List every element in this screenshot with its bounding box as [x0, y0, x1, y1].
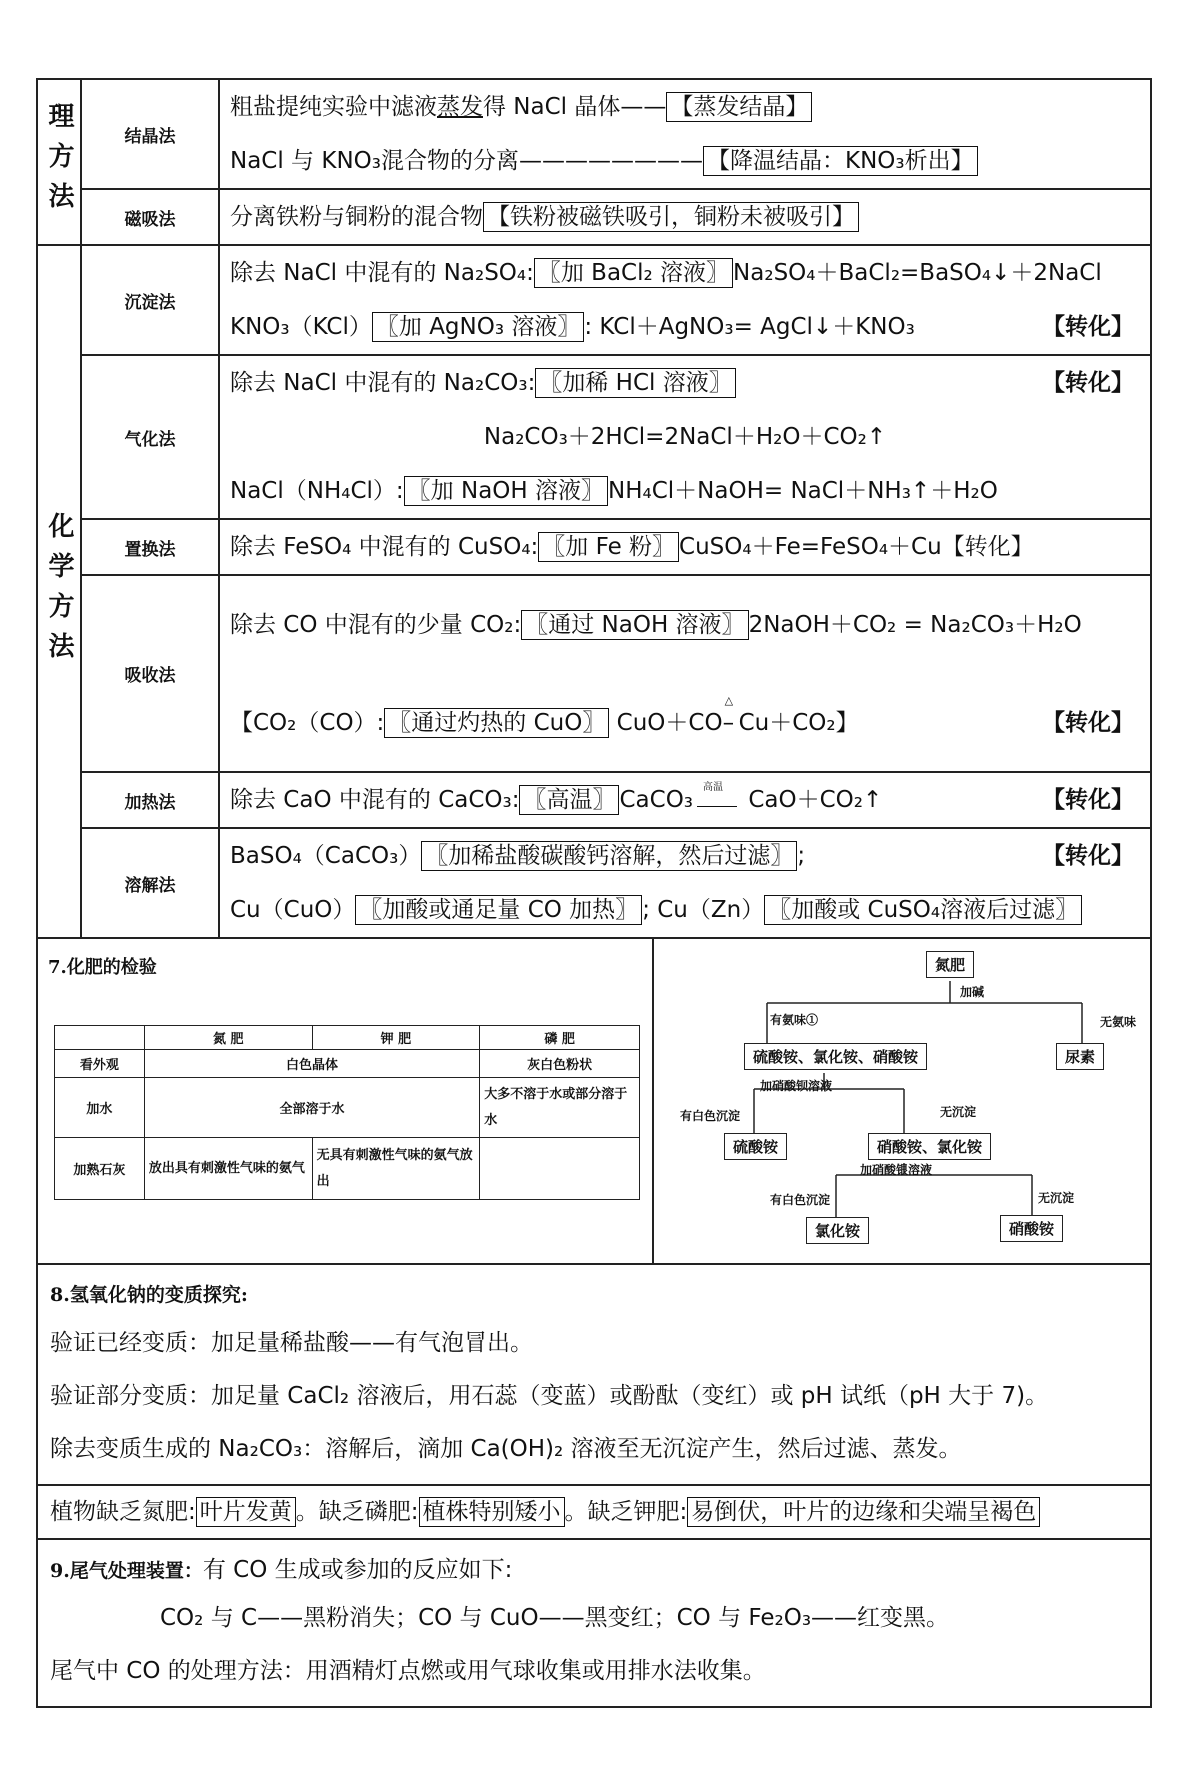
node-group2: 硝酸铵、氯化铵 — [868, 1133, 991, 1160]
answer-box: 〖加 AgNO₃ 溶液〗 — [372, 312, 584, 342]
text: 【CO₂（CO）: — [230, 709, 385, 736]
gasification-line1 — [230, 356, 1140, 410]
heating-line1 — [230, 773, 1140, 827]
label-no-ppt1: 无沉淀 — [940, 1105, 977, 1119]
equation: Na₂CO₃＋2HCl=2NaCl＋H₂O＋CO₂↑ — [483, 424, 887, 450]
dissolution-line2 — [230, 883, 1140, 937]
table-cell: 大多不溶于水或部分溶于水 — [480, 1078, 640, 1138]
physical-method-label: 理方法 — [37, 79, 81, 245]
table-cell: 放出具有刺激性气味的氨气 — [144, 1138, 312, 1200]
equation: 2NaOH＋CO₂ = Na₂CO₃＋H₂O — [748, 611, 1082, 638]
flow-lines — [654, 939, 1152, 1263]
fert-row-lime — [55, 1138, 640, 1200]
section8-line1: 验证已经变质：加足量稀盐酸——有气泡冒出。 — [50, 1330, 533, 1356]
method-absorption: 吸收法 — [81, 575, 219, 772]
section8-line2: 验证部分变质：加足量 CaCl₂ 溶液后，用石蕊（变蓝）或酚酞（变红）或 pH 试纸（pH 大于 7)。 — [50, 1383, 1049, 1409]
conversion-tag: 【转化】 — [1042, 370, 1134, 396]
text: 。缺乏钾肥: — [564, 1499, 688, 1525]
table-cell: 无具有刺激性气味的氨气放出 — [312, 1138, 480, 1200]
text: ; — [797, 843, 806, 869]
crystallization-content — [219, 79, 1151, 189]
header-phosphorus: 磷 肥 — [480, 1026, 640, 1050]
text: 得 NaCl 晶体—— — [483, 94, 667, 120]
section7 — [37, 938, 1151, 1264]
text: 除去 CO 中混有的少量 CO₂: — [230, 611, 522, 638]
separation-table — [36, 78, 1152, 1708]
label-no-ppt2: 无沉淀 — [1038, 1191, 1075, 1205]
fertilizer-table-panel — [38, 939, 654, 1263]
conversion-tag: 【转化】 — [1042, 843, 1134, 869]
crystallization-line1 — [230, 80, 1140, 134]
answer-box: 叶片发黄 — [196, 1497, 296, 1527]
method-crystallization: 结晶法 — [81, 79, 219, 189]
label-white-ppt1: 有白色沉淀 — [680, 1109, 741, 1123]
label-has-ammonia: 有氨味① — [770, 1013, 819, 1027]
section9-title: 9.尾气处理装置： — [50, 1560, 203, 1582]
node-ammonium-nitrate: 硝酸铵 — [1000, 1215, 1063, 1242]
equation: Na₂SO₄＋BaCl₂=BaSO₄↓＋2NaCl — [733, 260, 1102, 286]
conversion-tag: 【转化】 — [1042, 709, 1134, 736]
text: 除去 NaCl 中混有的 Na₂SO₄: — [230, 260, 534, 286]
chemical-method-label: 化学方法 — [37, 245, 81, 938]
fert-row-water — [55, 1078, 640, 1138]
table-cell: 灰白色粉状 — [480, 1050, 640, 1078]
header-cell — [55, 1026, 145, 1050]
answer-box: 〖加酸或 CuSO₄溶液后过滤〗 — [764, 895, 1082, 925]
reaction-arrow — [697, 782, 737, 807]
text: BaSO₄（CaCO₃） — [230, 843, 422, 869]
section8-title: 8.氢氧化钠的变质探究: — [50, 1284, 248, 1306]
text: 粗盐提纯实验中滤液 — [230, 94, 437, 120]
absorption-line2 — [230, 693, 1140, 750]
row-label: 加水 — [55, 1078, 145, 1138]
label-add-barium-nitrate: 加硝酸钡溶液 — [760, 1079, 833, 1093]
fert-header-row — [55, 1026, 640, 1050]
node-ammonium-sulfate: 硫酸铵 — [724, 1133, 787, 1160]
text: NaCl（NH₄Cl）: — [230, 478, 404, 504]
node-ammonium-chloride: 氯化铵 — [806, 1217, 869, 1244]
magnetic-line1 — [230, 190, 1140, 244]
conversion-tag: 【转化】 — [1042, 314, 1134, 340]
text: KNO₃（KCl） — [230, 314, 372, 340]
equation: : KCl＋AgNO₃= AgCl↓＋KNO₃ — [584, 314, 915, 340]
table-cell — [480, 1138, 640, 1200]
equation: CuO＋CO — [609, 709, 723, 736]
displacement-line1 — [230, 520, 1140, 574]
answer-box: 〖通过灼热的 CuO〗 — [384, 708, 609, 738]
text: 除去 NaCl 中混有的 Na₂CO₃: — [230, 370, 536, 396]
equation: NH₄Cl＋NaOH= NaCl＋NH₃↑＋H₂O — [608, 478, 998, 504]
table-cell: 白色晶体 — [144, 1050, 479, 1078]
precipitation-line1 — [230, 246, 1140, 300]
gasification-content — [219, 355, 1151, 519]
section9 — [37, 1539, 1151, 1707]
fertilizer-table — [54, 1025, 640, 1200]
text: 分离铁粉与铜粉的混合物 — [230, 204, 483, 230]
section9-title-line — [50, 1548, 1138, 1592]
label-add-base: 加碱 — [960, 985, 985, 999]
answer-box: 【降温结晶：KNO₃析出】 — [703, 146, 978, 176]
method-displacement: 置换法 — [81, 519, 219, 575]
answer-box: 〖加 NaOH 溶液〗 — [404, 476, 608, 506]
precipitation-line2 — [230, 300, 1140, 354]
high-temp-condition: 高温 — [703, 782, 724, 793]
node-group1: 硫酸铵、氯化铵、硝酸铵 — [744, 1043, 927, 1070]
answer-box: 〖高温〗 — [519, 785, 619, 815]
label-add-silver-nitrate: 加硝酸银溶液 — [860, 1163, 933, 1177]
text: 除去 FeSO₄ 中混有的 CuSO₄: — [230, 534, 539, 560]
text: 。缺乏磷肥: — [295, 1499, 419, 1525]
section7-title: 7.化肥的检验 — [48, 957, 157, 978]
reaction-arrow: △ – — [723, 696, 739, 750]
header-nitrogen: 氮 肥 — [144, 1026, 312, 1050]
method-magnetic: 磁吸法 — [81, 189, 219, 245]
gasification-line3 — [230, 464, 1140, 518]
method-heating: 加热法 — [81, 772, 219, 828]
label-white-ppt2: 有白色沉淀 — [770, 1193, 831, 1207]
magnetic-content — [219, 189, 1151, 245]
answer-box: 【铁粉被磁铁吸引，铜粉未被吸引】 — [483, 202, 859, 232]
page — [36, 78, 1150, 1708]
section9-line2: 尾气中 CO 的处理方法：用酒精灯点燃或用气球收集或用排水法收集。 — [50, 1658, 766, 1684]
section8-line3: 除去变质生成的 Na₂CO₃：溶解后，滴加 Ca(OH)₂ 溶液至无沉淀产生，然后过滤、蒸发。 — [50, 1436, 962, 1462]
precipitation-content — [219, 245, 1151, 355]
text: 植物缺乏氮肥: — [50, 1499, 196, 1525]
node-nitrogen-fertilizer: 氮肥 — [926, 951, 974, 978]
header-potassium: 钾 肥 — [312, 1026, 480, 1050]
answer-box: 易倒伏，叶片的边缘和尖端呈褐色 — [687, 1497, 1040, 1527]
answer-box: 植株特别矮小 — [419, 1497, 565, 1527]
dissolution-content — [219, 828, 1151, 938]
text: 除去 CaO 中混有的 CaCO₃: — [230, 787, 520, 813]
fert-row-appearance — [55, 1050, 640, 1078]
fertilizer-flowchart — [654, 939, 1150, 1263]
gasification-line2 — [230, 410, 1140, 464]
method-precipitation: 沉淀法 — [81, 245, 219, 355]
text: Cu（CuO） — [230, 897, 356, 923]
plant-deficiency — [37, 1485, 1151, 1539]
heating-content — [219, 772, 1151, 828]
displacement-content — [219, 519, 1151, 575]
conversion-tag: 【转化】 — [1042, 787, 1134, 813]
section9-line1: CO₂ 与 C——黑粉消失；CO 与 CuO——黑变红；CO 与 Fe₂O₃——红变黑。 — [160, 1605, 950, 1631]
method-dissolution: 溶解法 — [81, 828, 219, 938]
section8 — [37, 1264, 1151, 1485]
table-cell: 全部溶于水 — [144, 1078, 479, 1138]
method-gasification: 气化法 — [81, 355, 219, 519]
plant-deficiency-line — [50, 1490, 1138, 1534]
label-no-ammonia: 无氨味 — [1100, 1015, 1137, 1029]
row-label: 看外观 — [55, 1050, 145, 1078]
absorption-line1 — [230, 598, 1140, 652]
answer-box: 【蒸发结晶】 — [666, 92, 812, 122]
equation: CaO＋CO₂↑ — [741, 787, 883, 813]
underlined-text: 蒸发 — [437, 94, 483, 120]
node-urea: 尿素 — [1056, 1043, 1104, 1070]
answer-box: 〖加稀 HCl 溶液〗 — [535, 368, 735, 398]
answer-box: 〖加 BaCl₂ 溶液〗 — [534, 258, 733, 288]
equation: CaCO₃ — [619, 787, 694, 813]
crystallization-line2 — [230, 134, 1140, 188]
answer-box: 〖加 Fe 粉〗 — [538, 532, 679, 562]
answer-box: 〖通过 NaOH 溶液〗 — [521, 610, 748, 640]
text: NaCl 与 KNO₃混合物的分离———————— — [230, 148, 703, 174]
dissolution-line1 — [230, 829, 1140, 883]
heat-condition: △ — [724, 693, 734, 707]
absorption-content — [219, 575, 1151, 772]
row-label: 加熟石灰 — [55, 1138, 145, 1200]
text: 有 CO 生成或参加的反应如下: — [202, 1557, 513, 1583]
equation: CuSO₄＋Fe=FeSO₄＋Cu【转化】 — [679, 534, 1034, 560]
answer-box: 〖加酸或通足量 CO 加热〗 — [355, 895, 642, 925]
answer-box: 〖加稀盐酸碳酸钙溶解，然后过滤〗 — [421, 841, 797, 871]
text: ; Cu（Zn） — [642, 897, 765, 923]
equation: Cu＋CO₂】 — [738, 709, 859, 736]
